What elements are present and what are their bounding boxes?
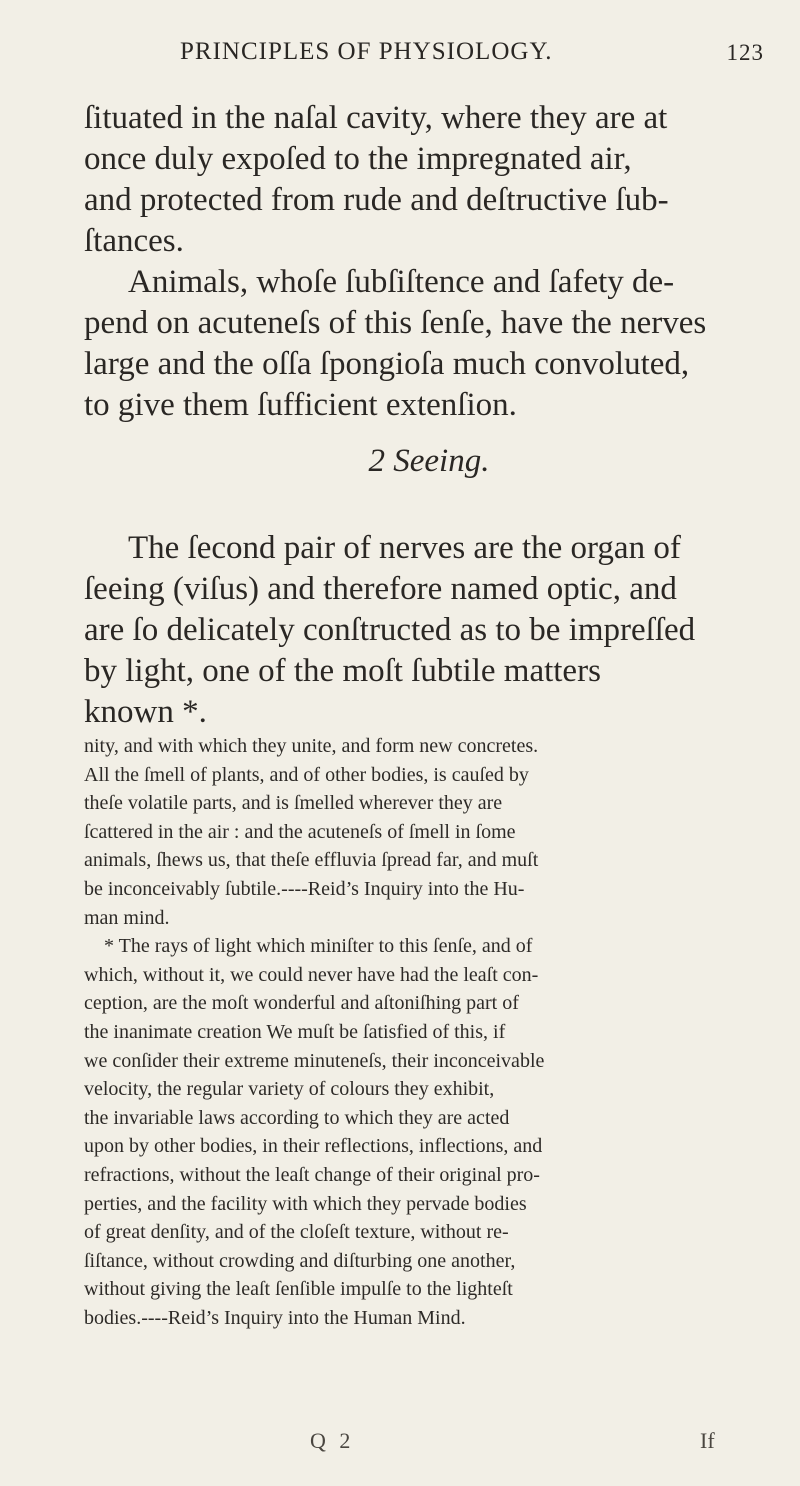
text-line: and protected from rude and deſtructive ſub- <box>84 182 669 218</box>
footnotes <box>84 732 774 1332</box>
text-line: by light, one of the moſt ſubtile matters <box>84 653 601 689</box>
running-title: PRINCIPLES OF PHYSIOLOGY. <box>180 38 553 65</box>
footnote-line: * The rays of light which miniſter to this ſenſe, and of <box>104 935 533 958</box>
footnote-line: the invariable laws according to which they are acted <box>84 1106 510 1129</box>
text-line: to give them ſufficient extenſion. <box>84 387 517 423</box>
animals-paragraph <box>84 262 774 426</box>
text-line: known *. <box>84 694 207 730</box>
text-line: ſtances. <box>84 223 184 259</box>
footnote-line: nity, and with which they unite, and form new concretes. <box>84 735 539 757</box>
footnote-line: ſcattered in the air : and the acuteneſs of ſmell in ſome <box>84 820 516 843</box>
section-heading: 2 Seeing. <box>368 443 490 479</box>
footnote-line: the inanimate creation We muſt be ſatisfied of this, if <box>84 1020 506 1043</box>
catchword: If <box>700 1428 715 1453</box>
footnote-line: without giving the leaſt ſenſible impulſe to the lighteſt <box>84 1278 513 1301</box>
text-line: once duly expoſed to the impregnated air, <box>84 141 632 177</box>
footnote-line: be inconceivably ſubtile.----Reid’s Inquiry into the Hu- <box>84 877 525 900</box>
footnote-line: perties, and the facility with which they pervade bodies <box>84 1192 527 1215</box>
text-line: pend on acuteneſs of this ſenſe, have the nerves <box>84 305 707 341</box>
footnote-line: which, without it, we could never have had the leaſt con- <box>84 963 539 986</box>
footnote-line: upon by other bodies, in their reflections, inflections, and <box>84 1135 543 1158</box>
footnote-line: ſiſtance, without crowding and diſturbing one another, <box>84 1249 516 1272</box>
text-line: ſeeing (viſus) and therefore named optic, and <box>84 571 677 607</box>
footnote-line: theſe volatile parts, and is ſmelled wherever they are <box>84 792 503 815</box>
main-text-upper <box>84 98 774 426</box>
continued-paragraph <box>84 98 774 262</box>
text-line: large and the oſſa ſpongioſa much convoluted, <box>84 346 690 382</box>
footnote-continued <box>84 732 774 932</box>
signature-mark: Q 2 <box>310 1428 355 1453</box>
footnote-line: man mind. <box>84 906 170 929</box>
text-line: ſituated in the naſal cavity, where they are at <box>84 100 668 136</box>
footnote-line: refractions, without the leaſt change of their original pro- <box>84 1163 540 1186</box>
running-head <box>180 38 770 78</box>
seeing-paragraph <box>84 528 774 733</box>
text-line: The ſecond pair of nerves are the organ of <box>128 530 681 566</box>
footnote-star <box>84 932 774 1332</box>
footnote-line: All the ſmell of plants, and of other bodies, is cauſed by <box>84 763 529 786</box>
footnote-line: of great denſity, and of the cloſeſt texture, without re- <box>84 1221 509 1244</box>
text-line: Animals, whoſe ſubſiſtence and ſafety de- <box>128 264 675 300</box>
text-line: are ſo delicately conſtructed as to be impreſſed <box>84 612 696 648</box>
footnote-line: ception, are the moſt wonderful and aſtoniſhing part of <box>84 992 519 1015</box>
footnote-line: bodies.----Reid’s Inquiry into the Human Mind. <box>84 1306 466 1329</box>
footnote-line: we conſider their extreme minuteneſs, their inconceivable <box>84 1049 545 1072</box>
footnote-line: velocity, the regular variety of colours they exhibit, <box>84 1078 495 1101</box>
page-number: 123 <box>726 40 764 65</box>
footnote-line: animals, ſhews us, that theſe effluvia ſpread far, and muſt <box>84 849 539 872</box>
